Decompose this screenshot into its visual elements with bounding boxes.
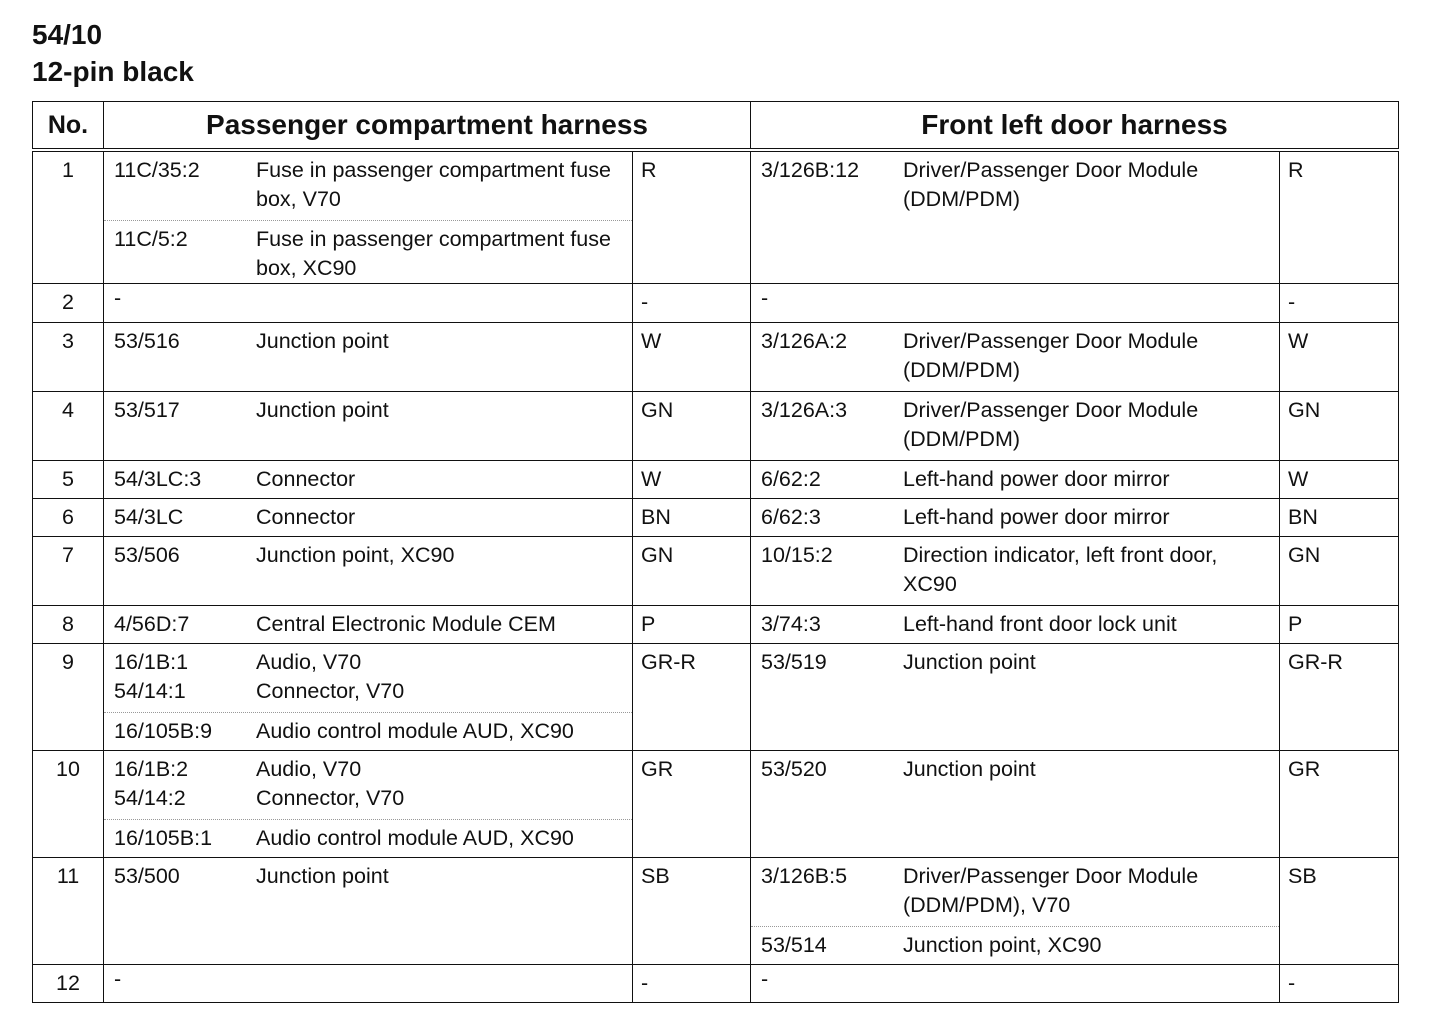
left-color: W <box>633 461 751 499</box>
right-cell: - <box>751 284 1280 323</box>
left-color: BN <box>633 499 751 537</box>
entry-desc: Junction point <box>903 757 1036 781</box>
entry <box>104 751 632 784</box>
table-row <box>33 751 1399 858</box>
entry-desc: Audio control module AUD, XC90 <box>256 826 574 850</box>
left-cell <box>104 461 633 499</box>
entry-code: 11C/5:2 <box>114 227 188 251</box>
entry <box>751 323 1279 385</box>
entry-desc: Connector, V70 <box>256 679 405 703</box>
entry-code: 3/126B:5 <box>761 864 848 888</box>
right-cell <box>751 323 1280 392</box>
right-cell <box>751 644 1280 751</box>
table-row <box>33 323 1399 392</box>
entry-code: 3/126B:12 <box>761 158 860 182</box>
pin-number: 5 <box>33 461 104 499</box>
table-row <box>33 284 1399 323</box>
entry <box>751 644 1279 677</box>
entry <box>104 712 632 746</box>
entry <box>751 461 1279 494</box>
table-row <box>33 392 1399 461</box>
entry-desc: Junction point, XC90 <box>256 543 455 567</box>
entry-code: 10/15:2 <box>761 543 833 567</box>
entry-code: 16/1B:2 <box>114 757 189 781</box>
right-color: - <box>1280 284 1399 323</box>
table-row <box>33 461 1399 499</box>
entry <box>751 858 1279 920</box>
right-cell <box>751 751 1280 858</box>
pin-number: 10 <box>33 751 104 858</box>
left-cell <box>104 323 633 392</box>
right-cell <box>751 150 1280 284</box>
entry-code: 53/500 <box>114 864 180 888</box>
entry-desc: Central Electronic Module CEM <box>256 612 556 636</box>
entry <box>104 819 632 853</box>
entry-code: 3/126A:2 <box>761 329 848 353</box>
entry <box>751 392 1279 454</box>
header-no: No. <box>33 102 104 151</box>
entry <box>104 537 632 570</box>
table-row <box>33 606 1399 644</box>
entry-code: 53/520 <box>761 757 827 781</box>
table-row <box>33 858 1399 965</box>
pin-number: 9 <box>33 644 104 751</box>
table-header <box>33 102 1399 151</box>
header-right: Front left door harness <box>751 102 1399 151</box>
table-row <box>33 537 1399 606</box>
right-cell <box>751 606 1280 644</box>
right-color: W <box>1280 461 1399 499</box>
right-color: - <box>1280 965 1399 1003</box>
table-row <box>33 965 1399 1003</box>
left-color: GR-R <box>633 644 751 751</box>
right-color: R <box>1280 150 1399 284</box>
pin-number: 11 <box>33 858 104 965</box>
pin-number: 8 <box>33 606 104 644</box>
left-color: - <box>633 965 751 1003</box>
left-color: R <box>633 150 751 284</box>
entry-code: 16/105B:9 <box>114 719 213 743</box>
left-cell: - <box>104 965 633 1003</box>
left-cell <box>104 644 633 751</box>
entry-desc: Junction point <box>256 398 389 422</box>
page-heading <box>32 16 194 90</box>
entry <box>104 677 632 706</box>
right-color: SB <box>1280 858 1399 965</box>
pin-number: 3 <box>33 323 104 392</box>
entry-code: 6/62:2 <box>761 467 821 491</box>
entry-code: 53/519 <box>761 650 827 674</box>
right-color: W <box>1280 323 1399 392</box>
entry <box>104 858 632 891</box>
entry <box>104 220 632 283</box>
entry-code: 6/62:3 <box>761 505 821 529</box>
pin-number: 6 <box>33 499 104 537</box>
connector-id: 54/10 <box>32 19 103 50</box>
left-cell <box>104 606 633 644</box>
right-color: GR-R <box>1280 644 1399 751</box>
entry-desc: Audio, V70 <box>256 650 362 674</box>
entry <box>751 152 1279 214</box>
connector-type: 12-pin black <box>32 56 194 87</box>
entry-code: 53/517 <box>114 398 180 422</box>
entry <box>751 499 1279 532</box>
entry <box>751 606 1279 639</box>
entry-desc: Left-hand power door mirror <box>903 467 1170 491</box>
entry-desc: Driver/Passenger Door Module (DDM/PDM) <box>903 329 1199 382</box>
entry-desc: Connector <box>256 467 356 491</box>
entry-desc: Junction point, XC90 <box>903 933 1102 957</box>
entry-desc: Left-hand front door lock unit <box>903 612 1177 636</box>
entry-desc: Driver/Passenger Door Module (DDM/PDM) <box>903 158 1199 211</box>
right-cell: - <box>751 965 1280 1003</box>
entry-code: 54/3LC <box>114 505 184 529</box>
entry-desc: Audio control module AUD, XC90 <box>256 719 574 743</box>
entry <box>104 784 632 813</box>
table-row <box>33 150 1399 284</box>
pin-number: 2 <box>33 284 104 323</box>
entry-code: 53/516 <box>114 329 180 353</box>
left-cell <box>104 858 633 965</box>
left-color: - <box>633 284 751 323</box>
pin-number: 1 <box>33 150 104 284</box>
right-cell <box>751 461 1280 499</box>
entry-desc: Connector, V70 <box>256 786 405 810</box>
entry <box>104 323 632 356</box>
left-color: P <box>633 606 751 644</box>
entry-desc: Junction point <box>903 650 1036 674</box>
entry-code: 3/74:3 <box>761 612 821 636</box>
entry-code: 54/3LC:3 <box>114 467 202 491</box>
pin-number: 12 <box>33 965 104 1003</box>
right-color: GN <box>1280 537 1399 606</box>
entry-desc: Driver/Passenger Door Module (DDM/PDM) <box>903 398 1199 451</box>
entry-code: 3/126A:3 <box>761 398 848 422</box>
right-cell <box>751 499 1280 537</box>
right-cell <box>751 537 1280 606</box>
entry-code: 54/14:1 <box>114 679 186 703</box>
left-color: GN <box>633 537 751 606</box>
entry <box>751 751 1279 784</box>
entry <box>104 461 632 494</box>
left-color: GR <box>633 751 751 858</box>
header-left: Passenger compartment harness <box>104 102 751 151</box>
left-cell <box>104 150 633 284</box>
right-color: GR <box>1280 751 1399 858</box>
left-cell <box>104 751 633 858</box>
left-cell <box>104 392 633 461</box>
right-color: GN <box>1280 392 1399 461</box>
entry <box>104 644 632 677</box>
entry-desc: Audio, V70 <box>256 757 362 781</box>
pin-number: 4 <box>33 392 104 461</box>
left-cell: - <box>104 284 633 323</box>
table-row <box>33 499 1399 537</box>
entry-desc: Junction point <box>256 329 389 353</box>
entry-code: 4/56D:7 <box>114 612 190 636</box>
left-color: GN <box>633 392 751 461</box>
left-color: W <box>633 323 751 392</box>
right-color: BN <box>1280 499 1399 537</box>
entry <box>104 499 632 532</box>
entry-code: 54/14:2 <box>114 786 186 810</box>
entry <box>104 152 632 214</box>
right-cell <box>751 392 1280 461</box>
entry <box>104 392 632 425</box>
table-row <box>33 644 1399 751</box>
entry-code: 53/514 <box>761 933 827 957</box>
entry-desc: Connector <box>256 505 356 529</box>
entry <box>751 537 1279 599</box>
pin-number: 7 <box>33 537 104 606</box>
entry <box>751 926 1279 960</box>
entry-code: 16/1B:1 <box>114 650 189 674</box>
entry-desc: Junction point <box>256 864 389 888</box>
left-cell <box>104 537 633 606</box>
right-color: P <box>1280 606 1399 644</box>
right-cell <box>751 858 1280 965</box>
entry-code: 16/105B:1 <box>114 826 213 850</box>
entry-desc: Left-hand power door mirror <box>903 505 1170 529</box>
pin-table <box>32 101 1399 1003</box>
entry-code: 53/506 <box>114 543 180 567</box>
entry-desc: Fuse in passenger compartment fuse box, XC90 <box>256 227 611 280</box>
entry-desc: Direction indicator, left front door, XC90 <box>903 543 1218 596</box>
entry-desc: Fuse in passenger compartment fuse box, V70 <box>256 158 611 211</box>
left-color: SB <box>633 858 751 965</box>
entry-desc: Driver/Passenger Door Module (DDM/PDM), V70 <box>903 864 1199 917</box>
entry-code: 11C/35:2 <box>114 158 200 182</box>
left-cell <box>104 499 633 537</box>
entry <box>104 606 632 639</box>
